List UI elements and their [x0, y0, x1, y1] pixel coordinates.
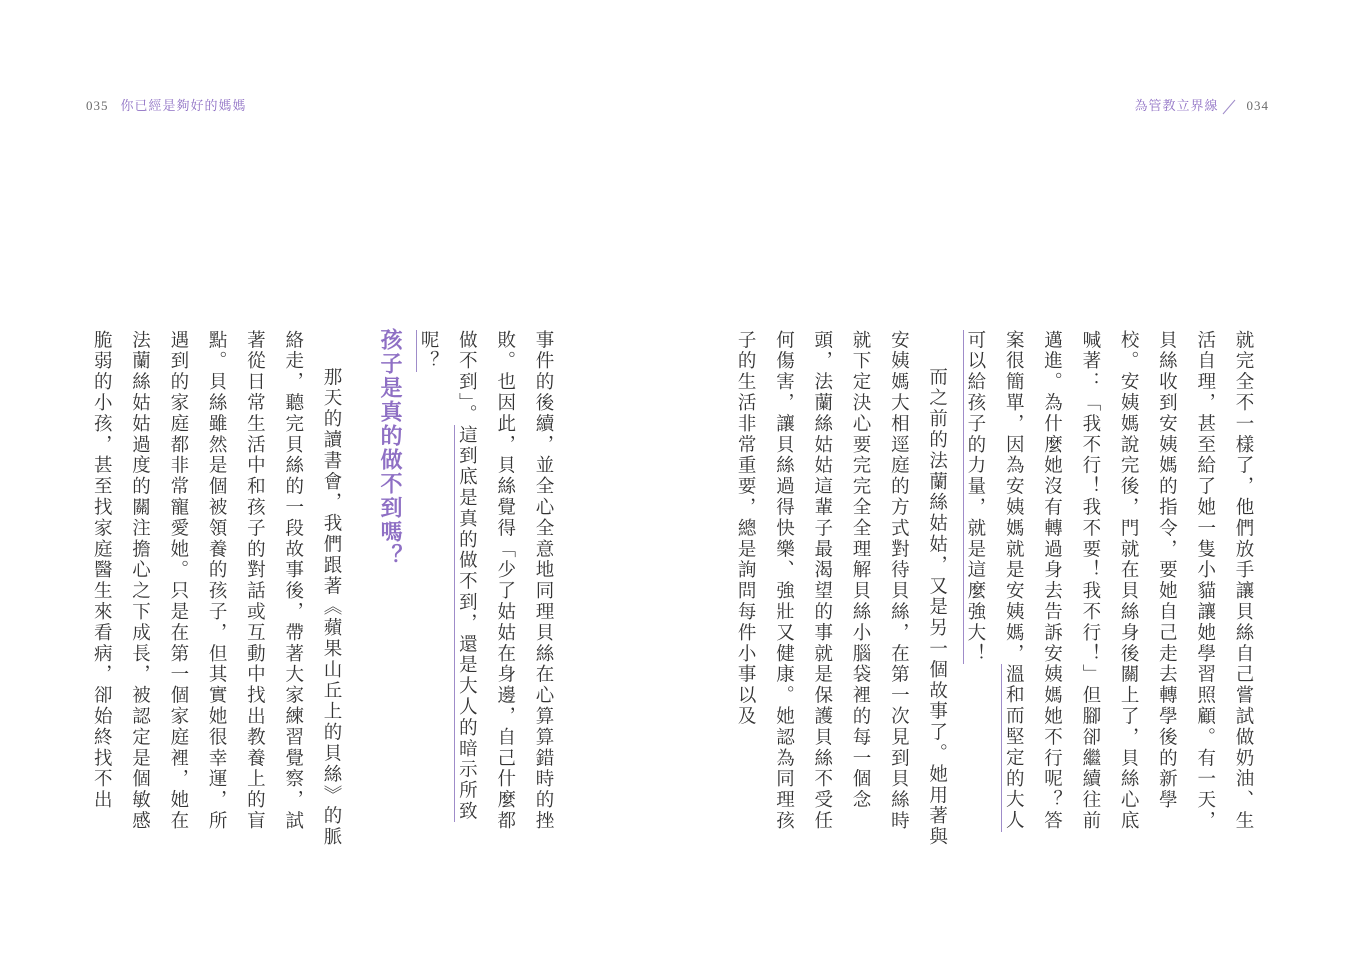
page-number-left: 035 [86, 98, 109, 113]
running-head-left [86, 96, 247, 116]
highlighted-sentence: 溫和而堅定的大人可以給孩子的力量，就是這麼強大！ [964, 330, 1025, 832]
right-page-body [735, 330, 1262, 850]
left-page-body-bottom [91, 330, 350, 850]
page-number-right: 034 [1246, 98, 1269, 113]
running-head-right [1134, 96, 1269, 116]
paragraph: 而之前的法蘭絲姑姑，又是另一個故事了。她用著與安姨媽大相逕庭的方式對待貝絲，在第一次見到貝絲時就下定決心要完完全全理解貝絲小腦袋裡的每一個念頭，法蘭絲姑姑這輩子最渴望的事就是保護貝絲不受任何傷害，讓貝絲過得快樂、強壯又健康。她認為同理孩子的生活非常重要，總是詢問每件小事以及 [735, 330, 948, 848]
book-title: 你已經是夠好的媽媽 [120, 99, 247, 114]
paragraph [956, 330, 1262, 850]
section-heading: 孩子是真的做不到嗎？ [377, 328, 403, 568]
slash-divider-icon [1221, 98, 1237, 116]
paragraph: 那天的讀書會，我們跟著《蘋果山丘上的貝絲》的脈絡走，聽完貝絲的一段故事後，帶著大家練習覺察，試著從日常生活中和孩子的對話或互動中找出教養上的盲點。貝絲雖然是個被領養的孩子，但其實她很幸運，所遇到的家庭都非常寵愛她。只是在第一個家庭裡，她在法蘭絲姑姑過度的關注擔心之下成長，被認定是個敏感脆弱的小孩，甚至找家庭醫生來看病，卻始終找不出 [91, 330, 342, 848]
paragraph-text: 事件的後續，並全心全意地同理貝絲在心算算錯時的挫敗。也因此，貝絲覺得「少了姑姑在身邊，自己什麼都做不到」。 [456, 330, 554, 832]
paragraph-text: 就完全不一樣了，他們放手讓貝絲自己嘗試做奶油、生活自理，甚至給了她一隻小貓讓她學習照顧。有一天，貝絲收到安姨媽的指令，要她自己走去轉學後的新學校。安姨媽說完後，門就在貝絲身後關上了，貝絲心底喊著：「我不行！我不要！我不行！」但腳卻繼續往前邁進。為什麼她沒有轉過身去告訴安姨媽她不行呢？答案很簡單，因為安姨媽就是安姨媽， [1003, 330, 1254, 832]
left-page-body-top [418, 330, 562, 850]
highlighted-sentence: 這到底是真的做不到，還是大人的暗示所致呢？ [418, 330, 478, 823]
chapter-title: 為管教立界線 [1134, 99, 1219, 114]
paragraph [409, 330, 562, 850]
